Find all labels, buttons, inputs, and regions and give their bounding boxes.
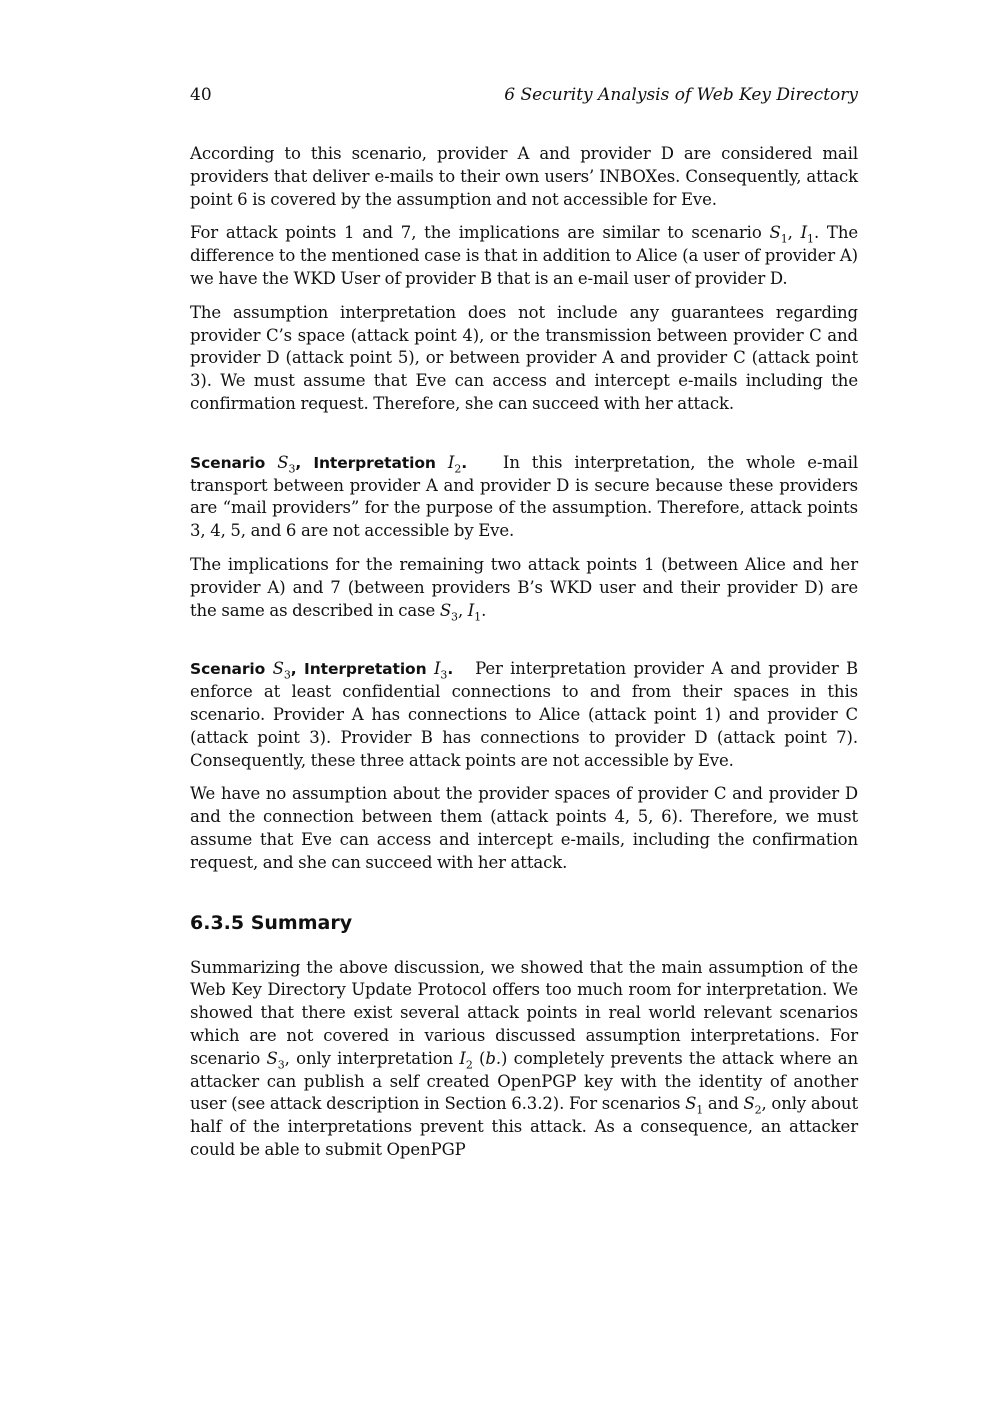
run-in-heading-s3-i3: Scenario <box>190 660 266 679</box>
math-s2: $S_2$ <box>743 1094 762 1117</box>
paragraph-5-text: The implications for the remaining two attack points 1 (between Alice and her provider A) and 7 (between providers B’s WKD user and their provider D) are the same as described in case <box>190 554 858 620</box>
math-s3: $S_3$ <box>439 600 458 623</box>
math-i1: $I_1$ <box>800 223 814 246</box>
paragraph-4: Scenario $S_3$, Interpretation $I_2$. In this interpretation, the whole e-mail transport between provider A and provider D is secure because these providers are “mail providers” for the purpose of the assumption. Therefore, attack points 3, 4, 5, and 6 are not accessible by Eve. <box>190 452 859 541</box>
running-head: 6 Security Analysis of Web Key Directory <box>504 85 858 105</box>
paragraph-2-text-b: . The difference to the mentioned case is that in addition to Alice (a user of provider A) we have the WKD User of provider B that is an e-mail user of provider D. <box>190 223 859 288</box>
paragraph-4-text: In this interpretation, the whole e-mail transport between provider A and provider D is secure because these providers are “mail providers” for the purpose of the assumption. Therefore, attack points 3, 4, 5, and 6 are not accessible by Eve. <box>190 452 859 541</box>
paragraph-8: Summarizing the above discussion, we showed that the main assumption of the Web Key Directory Update Protocol offers too much room for interpretation. We showed that there exist several attack points in real world relevant scenarios which are not covered in various discussed assumption interpretations. For scenario $S_3$, only interpretation $I_2$ (b.) completely prevents the attack where an attacker can publish a self created OpenPGP key with the identity of another user (see attack description in Section 6.3.2). For scenarios $S_1$ and $S_2$, only about half of the interpretations prevent this attack. As a consequence, an attacker could be able to submit OpenPGP <box>190 957 858 1159</box>
paragraph-7: We have no assumption about the provider spaces of provider C and provider D and the connection between them (attack points 4, 5, 6). Therefore, we must assume that Eve can access and intercept e-mails, including the confirmation request, and she can succeed with her attack. <box>190 784 858 872</box>
page-number: 40 <box>190 85 212 105</box>
math-i3: $I_3$ <box>434 659 448 682</box>
section-heading: 6.3.5 Summary <box>190 911 353 934</box>
math-b: b. <box>485 1048 501 1068</box>
math-s3: $S_3$ <box>272 659 291 682</box>
body-text <box>190 143 858 1162</box>
run-in-heading-s3-i2: Scenario <box>190 453 266 472</box>
math-s3: $S_3$ <box>277 452 296 476</box>
math-i2: $I_2$ <box>459 1048 473 1071</box>
paragraph-6: Scenario $S_3$, Interpretation $I_3$. Per interpretation provider A and provider B enforce at least confidential connections to and from their spaces in this scenario. Provider A has connections to Alice (attack point 1) and provider C (attack point 3). Provider B has connections to provider D (attack point 7). Consequently, these three attack points are not accessible by Eve. <box>190 659 858 770</box>
paragraph-1: According to this scenario, provider A and provider D are considered mail providers that deliver e-mails to their own users’ INBOXes. Consequently, attack point 6 is covered by the assumption and not accessible for Eve. <box>190 144 858 209</box>
math-s1: $S_1$ <box>769 223 788 246</box>
paragraph-2 <box>190 222 858 290</box>
paragraph-3: The assumption interpretation does not include any guarantees regarding provider C’s space (attack point 4), or the transmission between provider C and provider D (attack point 5), or between provider A and provider C (attack point 3). We must assume that Eve can access and intercept e-mails including the confirmation request. Therefore, she can succeed with her attack. <box>190 302 858 413</box>
math-i1: $I_1$ <box>467 600 482 623</box>
paragraph-5: The implications for the remaining two attack points 1 (between Alice and her provider A) and 7 (between providers B’s WKD user and their provider D) are the same as described in case $S_3$, $I_1$. <box>190 554 858 623</box>
math-comma: , <box>787 223 801 243</box>
math-s3: $S_3$ <box>266 1048 285 1071</box>
page-header <box>190 82 858 108</box>
paragraph-6-text: Per interpretation provider A and provider B enforce at least confidential connections to and from their spaces in this scenario. Provider A has connections to Alice (attack point 1) and provider C (attack point 3). Provider B has connections to provider D (attack point 7). Consequently, these three attack points are not accessible by Eve. <box>190 659 858 770</box>
paragraph-2-text-a: For attack points 1 and 7, the implications are similar to scenario <box>190 223 770 243</box>
math-i2: $I_2$ <box>447 452 462 476</box>
math-s1: $S_1$ <box>685 1094 704 1117</box>
